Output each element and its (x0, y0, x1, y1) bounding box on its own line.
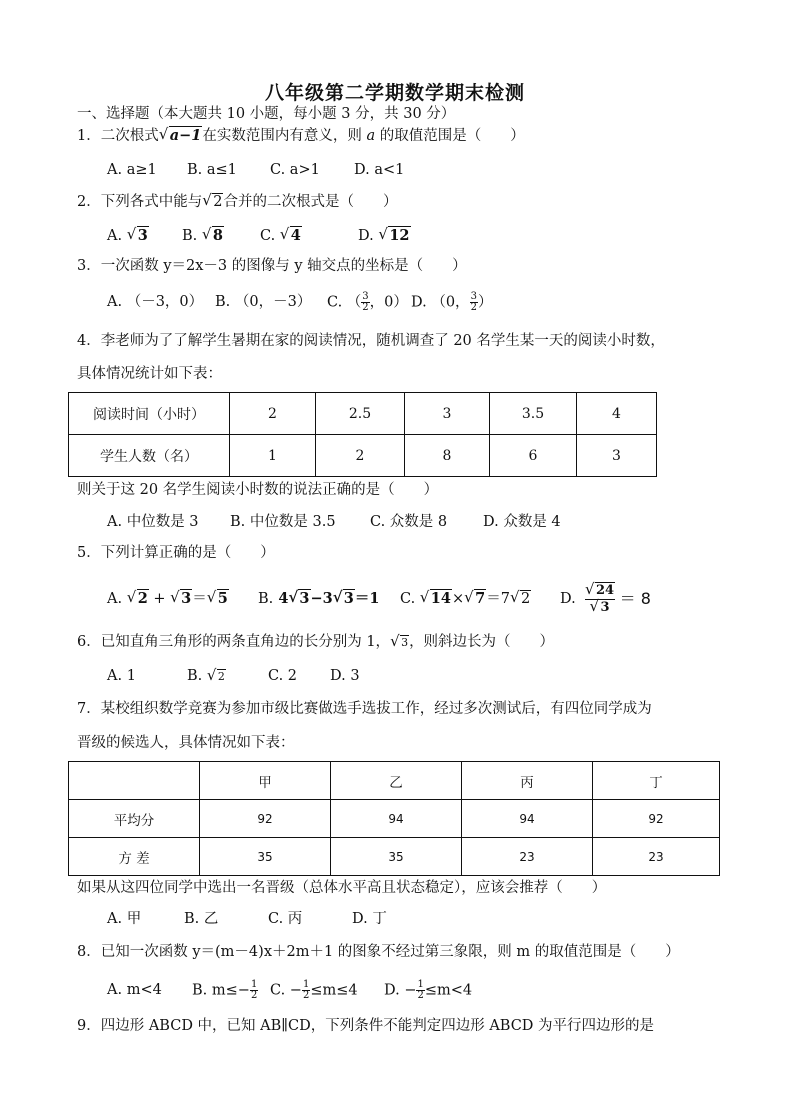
table-row: 阅读时间（小时） 2 2.5 3 3.5 4 (69, 393, 657, 435)
q8-option-d: D. − $\frac{1}{2}$ ≤m<4 (384, 979, 473, 1001)
question-4-line-1: 4．李老师为了了解学生暑期在家的阅读情况，随机调查了 20 名学生某一天的阅读小时数， (77, 333, 665, 349)
q2-option-d: D. √ 12 (358, 225, 410, 244)
q1-option-d: D. a<1 (354, 162, 405, 178)
q3-option-b: B. （0，－3） (215, 294, 312, 310)
question-3: 3．一次函数 y＝2x－3 的图像与 y 轴交点的坐标是（ ） (77, 258, 467, 274)
q4-option-b: B. 中位数是 3.5 (230, 514, 336, 530)
q8-option-c: C. − $\frac{1}{2}$ ≤m≤4 (270, 979, 358, 1001)
q6-option-a: A. 1 (107, 668, 136, 684)
q2-option-c: C. √ 4 (260, 225, 301, 244)
q3-option-d: D. （0， $\frac{3}{2}$ ） (411, 291, 493, 313)
question-7-prompt: 如果从这四位同学中选出一名晋级（总体水平高且状态稳定），应该会推荐（ ） (77, 880, 607, 896)
question-9: 9．四边形 ABCD 中，已知 AB∥CD，下列条件不能判定四边形 ABCD 为平行四边形的是 (77, 1018, 655, 1034)
q3-option-a: A. （－3，0） (107, 294, 204, 310)
question-1: 1．二次根式 √ a−1在实数范围内有意义，则 a 的取值范围是（ ） (77, 125, 525, 144)
question-7-line-1: 7．某校组织数学竞赛为参加市级比赛做选手选拔工作，经过多次测试后，有四位同学成为 (77, 701, 652, 717)
q5-option-d: D. √ 24 √ 3 ＝ 8 (560, 579, 651, 615)
q7-option-a: A. 甲 (107, 911, 142, 927)
question-4-prompt: 则关于这 20 名学生阅读小时数的说法正确的是（ ） (77, 482, 439, 498)
q4-option-c: C. 众数是 8 (370, 514, 448, 530)
q4-option-a: A. 中位数是 3 (107, 514, 199, 530)
question-4-line-2: 具体情况统计如下表： (77, 366, 222, 382)
reading-time-table (68, 392, 657, 477)
q6-option-d: D. 3 (330, 668, 360, 684)
q7-option-c: C. 丙 (268, 911, 303, 927)
q5-option-b: B. 4 √ 3−3 √ 3＝1 (258, 588, 380, 607)
section-heading: 一、选择题（本大题共 10 小题，每小题 3 分，共 30 分） (77, 106, 456, 122)
q5-option-a: A. √ 2 + √ 3＝ √ 5 (107, 588, 228, 607)
page-title: 八年级第二学期数学期末检测 (264, 82, 525, 104)
q1-option-c: C. a>1 (270, 162, 320, 178)
q5-option-c: C. √ 14× √ 7＝7 √ 2 (400, 588, 531, 607)
q1-option-a: A. a≥1 (107, 162, 157, 178)
q2-option-a: A. √ 3 (107, 225, 148, 244)
question-2: 2．下列各式中能与 √ 2合并的二次根式是（ ） (77, 191, 398, 210)
table-row: 平均分 92 94 94 92 (69, 800, 720, 838)
q6-option-b: B. √ 2 (187, 666, 225, 684)
q8-option-b: B. m≤− $\frac{1}{2}$ (192, 979, 258, 1001)
q3-option-c: C. （ $\frac{3}{2}$ ，0） (327, 291, 408, 313)
q1-option-b: B. a≤1 (187, 162, 237, 178)
q7-option-b: B. 乙 (184, 911, 219, 927)
q8-option-a: A. m<4 (107, 982, 162, 998)
table-row: 方 差 35 35 23 23 (69, 838, 720, 876)
question-8: 8．已知一次函数 y＝(m－4)x＋2m＋1 的图象不经过第三象限，则 m 的取值范围是（ ） (77, 944, 680, 960)
table-row: 甲 乙 丙 丁 (69, 762, 720, 800)
question-5: 5．下列计算正确的是（ ） (77, 545, 275, 561)
q7-option-d: D. 丁 (352, 911, 387, 927)
sqrt-symbol: √ a−1 (158, 125, 202, 144)
candidates-table (68, 761, 720, 876)
question-7-line-2: 晋级的候选人，具体情况如下表： (77, 735, 295, 751)
q4-option-d: D. 众数是 4 (483, 514, 561, 530)
q2-option-b: B. √ 8 (182, 225, 223, 244)
q6-option-c: C. 2 (268, 668, 298, 684)
question-6: 6．已知直角三角形的两条直角边的长分别为 1， √ 3，则斜边长为（ ） (77, 632, 555, 650)
table-row: 学生人数（名） 1 2 8 6 3 (69, 435, 657, 477)
